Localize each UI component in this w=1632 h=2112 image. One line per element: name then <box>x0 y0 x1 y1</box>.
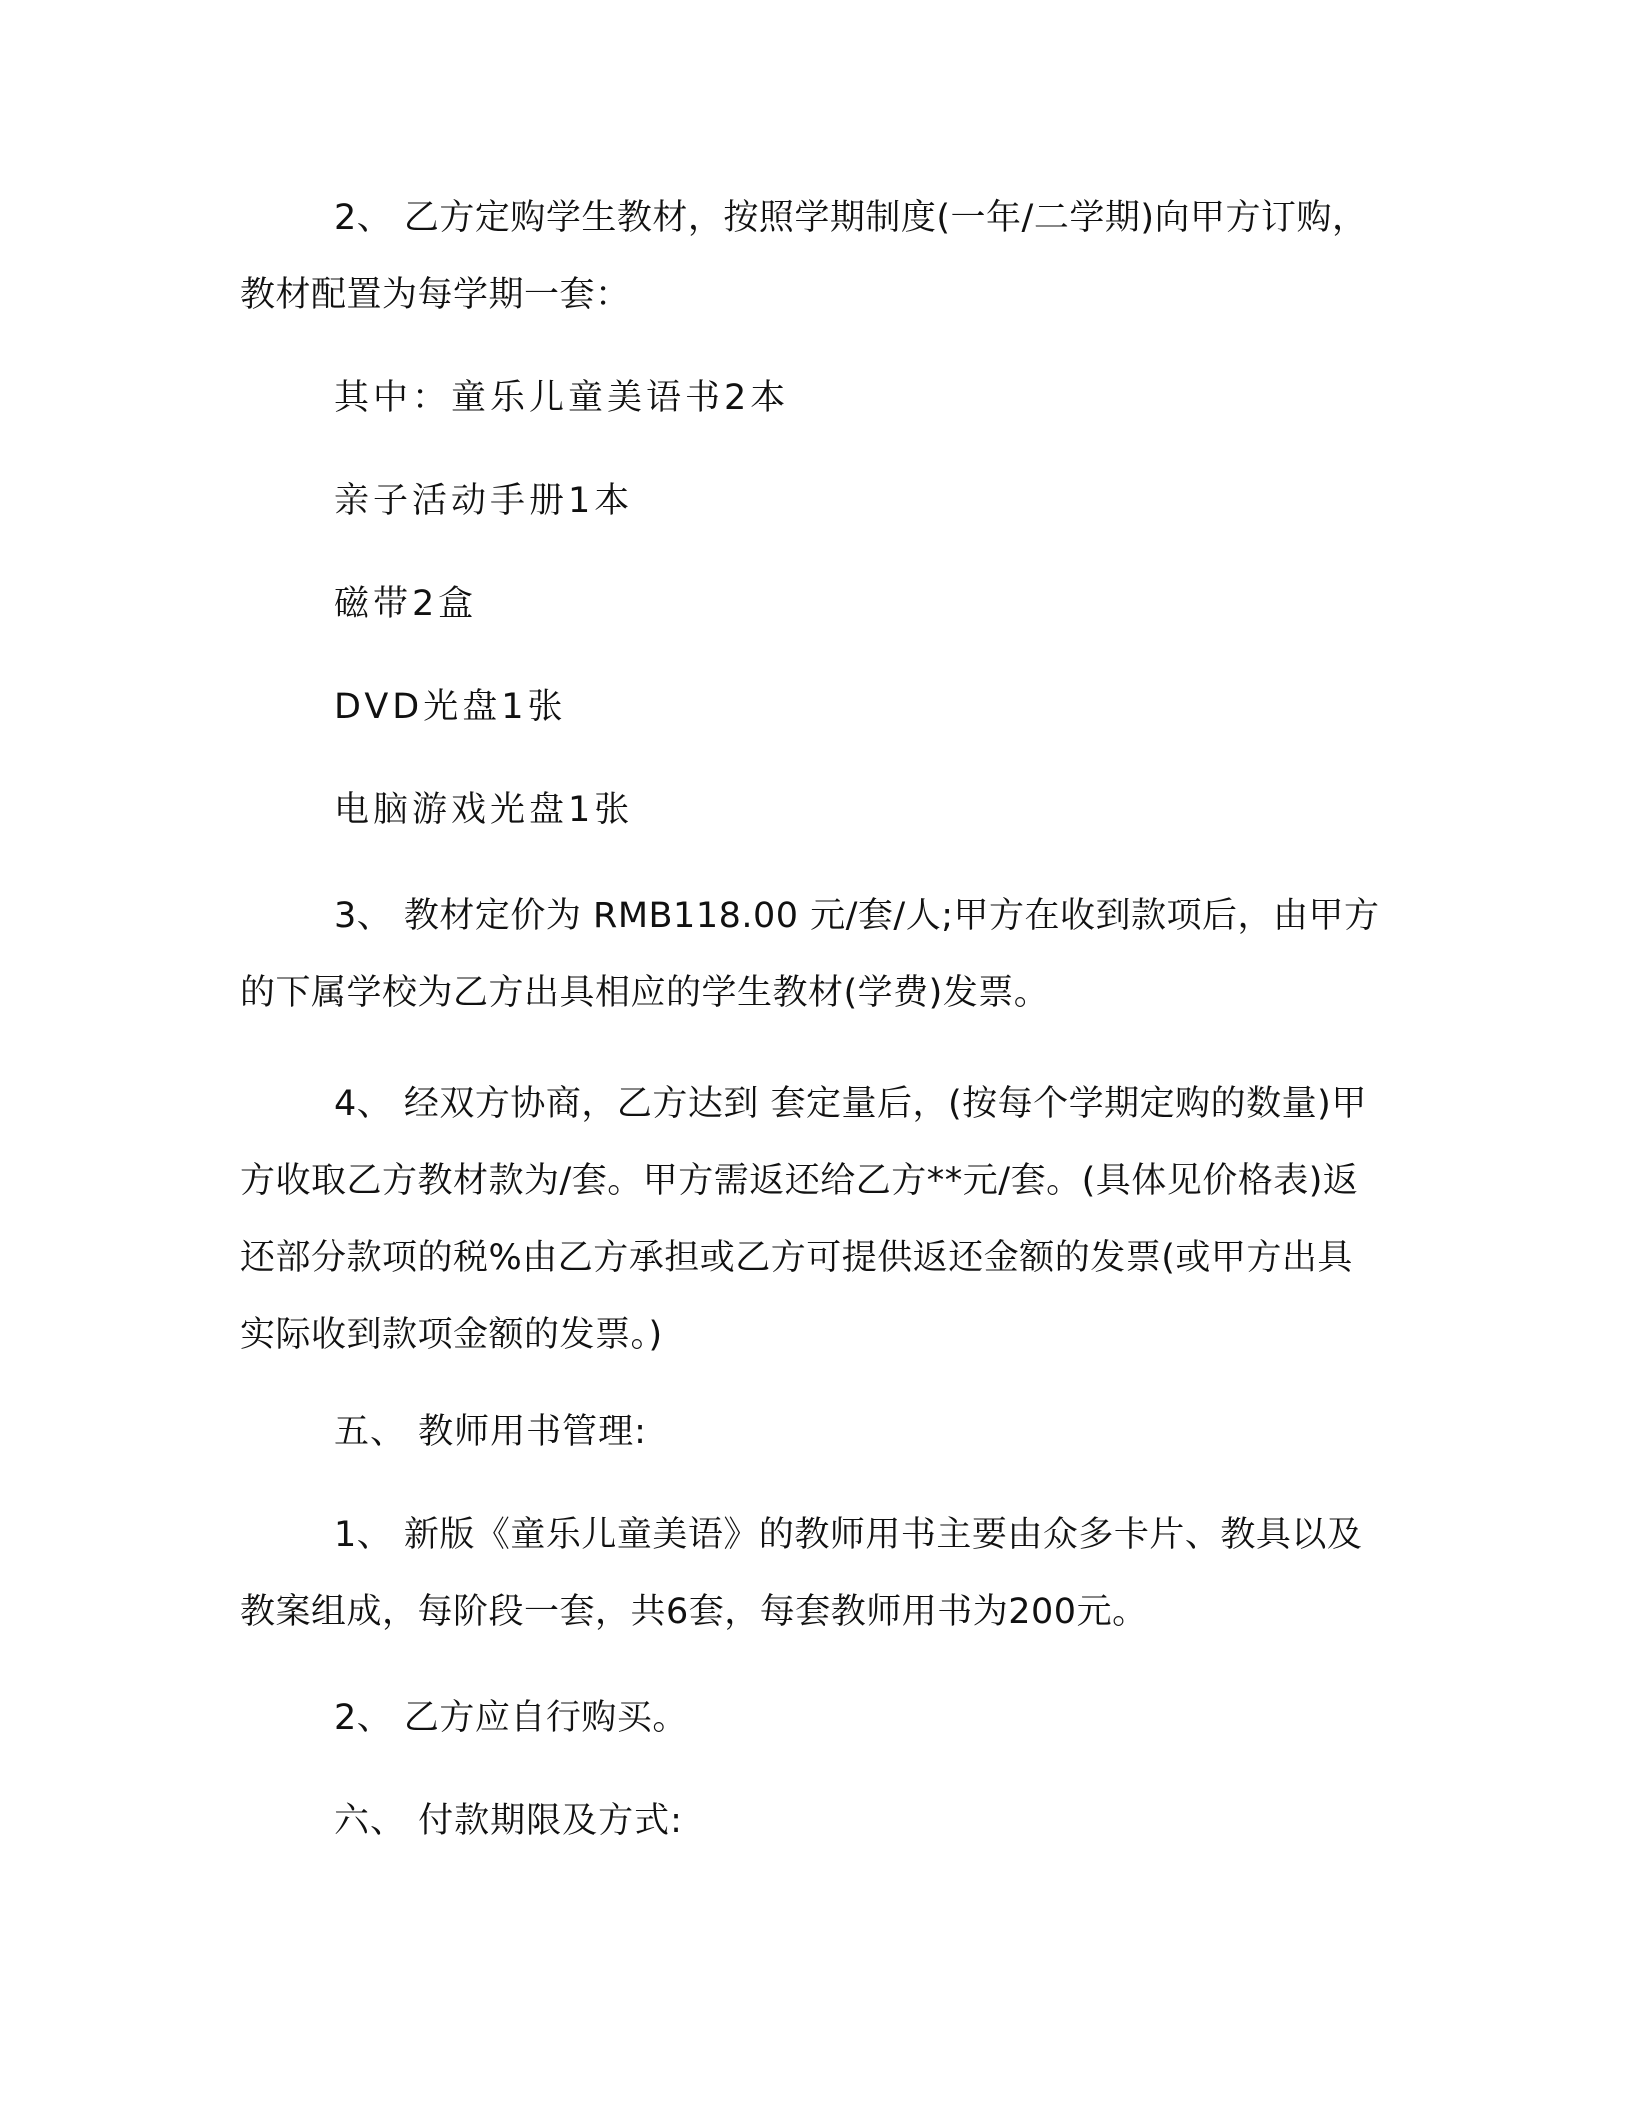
materials-list-item-books: 其中：童乐儿童美语书2本 <box>334 378 790 418</box>
materials-list-item-tapes: 磁带2盒 <box>334 584 478 624</box>
materials-list-item-handbook: 亲子活动手册1本 <box>334 481 634 521</box>
materials-list-item-game-disc: 电脑游戏光盘1张 <box>334 790 634 830</box>
paragraph-teacher-books-1: 1、 新版《童乐儿童美语》的教师用书主要由众多卡片、教具以及教案组成，每阶段一套，共6套，每套教师用书为200元。 <box>240 1515 1363 1632</box>
paragraph-teacher-books-2: 2、 乙方应自行购买。 <box>334 1698 688 1738</box>
materials-list-item-dvd: DVD光盘1张 <box>334 687 567 727</box>
paragraph-item-4: 4、 经双方协商，乙方达到 套定量后，(按每个学期定购的数量)甲方收取乙方教材款为/套。甲方需返还给乙方**元/套。(具体见价格表)返还部分款项的税%由乙方承担或乙方可提供返还金额的发票(或甲方出具实际收到款项金额的发票。) <box>240 1084 1367 1355</box>
paragraph-item-3: 3、 教材定价为 RMB118.00 元/套/人;甲方在收到款项后，由甲方的下属学校为乙方出具相应的学生教材(学费)发票。 <box>240 896 1380 1013</box>
paragraph-item-2: 2、 乙方定购学生教材，按照学期制度(一年/二学期)向甲方订购，教材配置为每学期一套： <box>240 198 1368 315</box>
section-heading-teacher-books: 五、 教师用书管理: <box>334 1412 647 1452</box>
section-heading-payment: 六、 付款期限及方式: <box>334 1801 683 1841</box>
